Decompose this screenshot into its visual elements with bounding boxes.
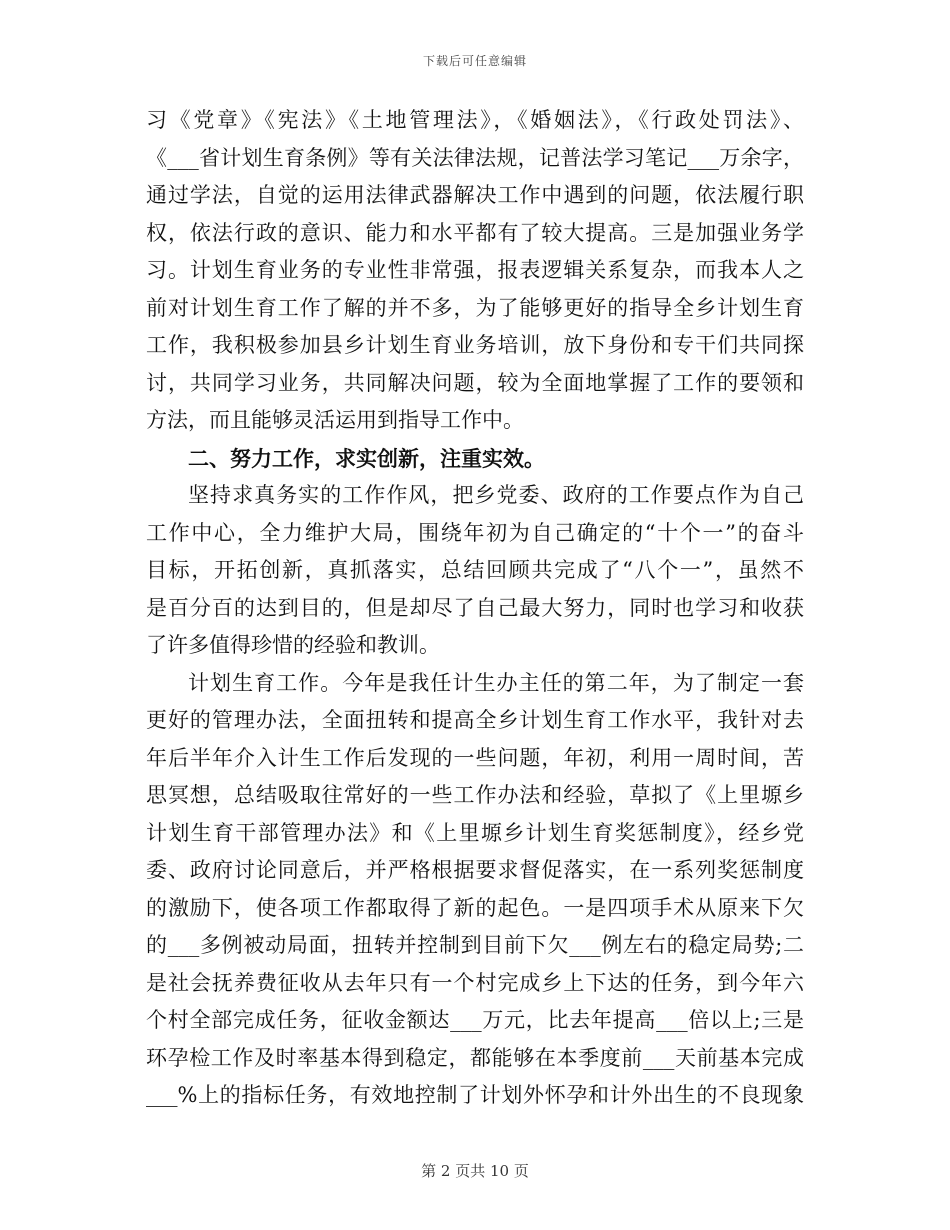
text-line: 习《党章》《宪法》《土地管理法》，《婚姻法》，《行政处罚法》、 [146, 108, 804, 132]
section-heading: 二、努力工作，求实创新，注重实效。 [188, 445, 545, 471]
text-line: 更好的管理办法，全面扭转和提高全乡计划生育工作水平，我针对去 [146, 708, 804, 732]
text-line: 委、政府讨论同意后，并严格根据要求督促落实，在一系列奖惩制度 [146, 858, 804, 882]
text-line: 年后半年介入计生工作后发现的一些问题，年初，利用一周时间，苦 [146, 745, 804, 770]
text-line: 《___省计划生育条例》等有关法律法规，记普法学习笔记___万余字， [146, 145, 804, 170]
text-line: 思冥想，总结吸取往常好的一些工作办法和经验，草拟了《上里塬乡 [146, 783, 804, 807]
text-line: 权，依法行政的意识、能力和水平都有了较大提高。三是加强业务学 [146, 220, 804, 245]
page-header: 下载后可任意编辑 [422, 54, 527, 68]
text-line: 工作中心，全力维护大局，围绕年初为自己确定的“十个一”的奋斗 [146, 520, 804, 545]
text-line: 是社会抚养费征收从去年只有一个村完成乡上下达的任务，到今年六 [146, 970, 804, 995]
text-line: 方法，而且能够灵活运用到指导工作中。 [146, 408, 524, 432]
text-line: 习。计划生育业务的专业性非常强，报表逻辑关系复杂，而我本人之 [146, 258, 804, 282]
text-line: 个村全部完成任务，征收金额达___万元，比去年提高___倍以上;三是 [146, 1008, 804, 1032]
text-line: 前对计划生育工作了解的并不多，为了能够更好的指导全乡计划生育 [146, 295, 804, 320]
text-line: 目标，开拓创新，真抓落实，总结回顾共完成了“八个一”，虽然不 [146, 558, 804, 582]
text-line: 的激励下，使各项工作都取得了新的起色。一是四项手术从原来下欠 [146, 895, 804, 920]
text-line: 通过学法，自觉的运用法律武器解决工作中遇到的问题，依法履行职 [146, 183, 804, 207]
page-footer: 第 2 页共 10 页 [421, 1162, 529, 1180]
text-line: ___%上的指标任务，有效地控制了计划外怀孕和计外出生的不良现象 [146, 1083, 804, 1107]
text-line: 计划生育干部管理办法》和《上里塬乡计划生育奖惩制度》，经乡党 [146, 820, 804, 845]
text-line: 了许多值得珍惜的经验和教训。 [146, 633, 440, 657]
text-line: 坚持求真务实的工作作风，把乡党委、政府的工作要点作为自己 [188, 483, 804, 507]
text-line: 是百分百的达到目的，但是却尽了自己最大努力，同时也学习和收获 [146, 595, 804, 620]
text-line: 计划生育工作。今年是我任计生办主任的第二年，为了制定一套 [188, 670, 804, 695]
document-body [146, 102, 804, 1115]
text-line: 环孕检工作及时率基本得到稳定，都能够在本季度前___天前基本完成 [146, 1045, 804, 1070]
text-line: 的___多例被动局面，扭转并控制到目前下欠___例左右的稳定局势;二 [146, 933, 804, 957]
text-line: 工作，我积极参加县乡计划生育业务培训，放下身份和专干们共同探 [146, 333, 804, 357]
text-line: 讨，共同学习业务，共同解决问题，较为全面地掌握了工作的要领和 [146, 370, 804, 395]
